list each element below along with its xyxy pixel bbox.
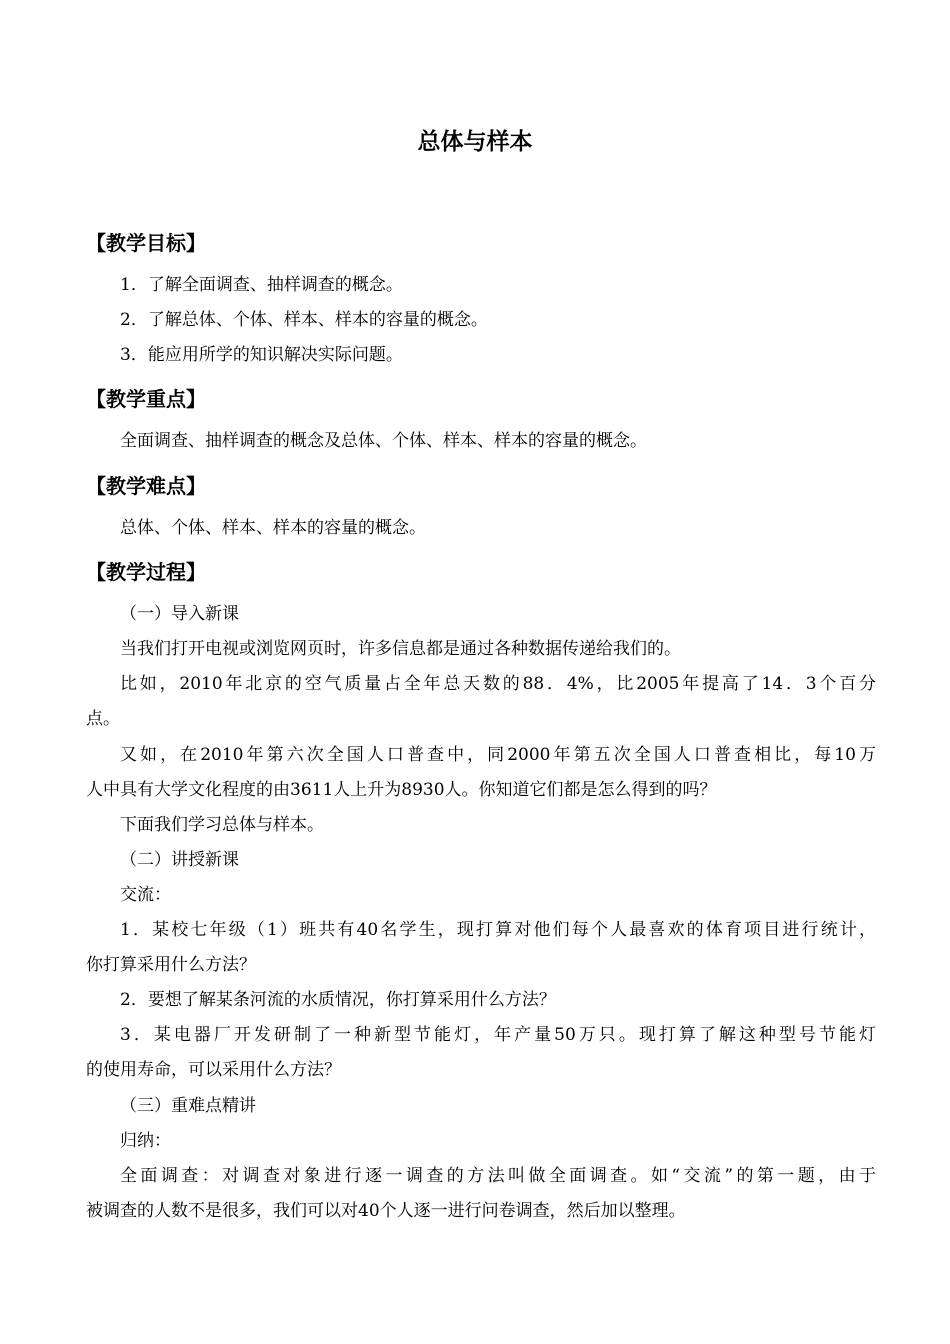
process-paragraph: 当我们打开电视或浏览网页时，许多信息都是通过各种数据传递给我们的。	[120, 639, 681, 659]
process-subheading: （二）讲授新课	[120, 850, 239, 870]
process-paragraph-continuation: 人中具有大学文化程度的由3611人上升为8930人。你知道它们都是怎么得到的吗？	[86, 780, 717, 800]
process-paragraph: 归纳：	[120, 1131, 171, 1151]
process-paragraph: 交流：	[120, 885, 171, 905]
exchange-question-continuation: 的使用寿命，可以采用什么方法？	[86, 1060, 341, 1080]
process-paragraph: 又如，在2010年第六次全国人口普查中，同2000年第五次全国人口普查相比，每10万	[120, 745, 876, 765]
process-paragraph: 比如，2010年北京的空气质量占全年总天数的88．4%，比2005年提高了14．3个百分	[120, 674, 876, 694]
exchange-question-continuation: 你打算采用什么方法？	[86, 955, 256, 975]
section-heading-key-points: 【教学重点】	[86, 387, 206, 411]
exchange-question: 2．要想了解某条河流的水质情况，你打算采用什么方法？	[120, 990, 556, 1010]
exchange-question: 3．某电器厂开发研制了一种新型节能灯，年产量50万只。现打算了解这种型号节能灯	[120, 1025, 876, 1045]
exchange-question: 1．某校七年级（1）班共有40名学生，现打算对他们每个人最喜欢的体育项目进行统计，	[120, 920, 876, 940]
process-paragraph: 全面调查：对调查对象进行逐一调查的方法叫做全面调查。如“交流”的第一题，由于	[120, 1166, 876, 1186]
objective-item: 1．了解全面调查、抽样调查的概念。	[120, 275, 403, 295]
section-heading-objectives: 【教学目标】	[86, 231, 206, 255]
difficulties-text: 总体、个体、样本、样本的容量的概念。	[120, 518, 426, 538]
section-heading-difficulties: 【教学难点】	[86, 474, 206, 498]
process-paragraph: 下面我们学习总体与样本。	[120, 815, 324, 835]
process-paragraph-continuation: 被调查的人数不是很多，我们可以对40个人逐一进行问卷调查，然后加以整理。	[86, 1201, 686, 1221]
process-subheading: （三）重难点精讲	[120, 1096, 256, 1116]
page-title: 总体与样本	[417, 129, 533, 155]
process-subheading: （一）导入新课	[120, 604, 239, 624]
objective-item: 2．了解总体、个体、样本、样本的容量的概念。	[120, 310, 488, 330]
section-heading-process: 【教学过程】	[86, 560, 206, 584]
key-points-text: 全面调查、抽样调查的概念及总体、个体、样本、样本的容量的概念。	[120, 431, 647, 451]
objective-item: 3．能应用所学的知识解决实际问题。	[120, 345, 403, 365]
process-paragraph-continuation: 点。	[86, 709, 120, 729]
